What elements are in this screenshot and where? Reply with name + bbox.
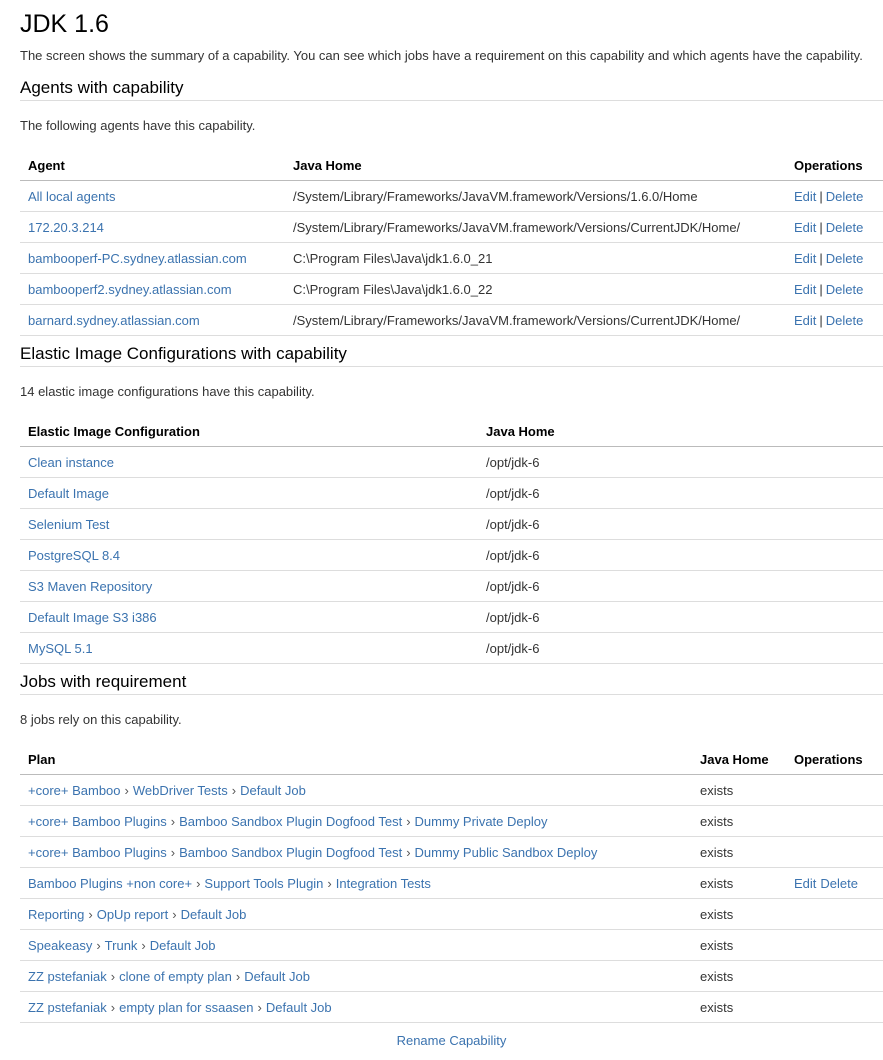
- agents-intro: The following agents have this capability.: [20, 118, 256, 133]
- elastic-row: [20, 447, 883, 478]
- plan-breadcrumb: [20, 961, 692, 992]
- job-link[interactable]: Default Job: [180, 906, 247, 922]
- operations-cell: [786, 961, 883, 992]
- job-link[interactable]: Default Job: [244, 968, 310, 984]
- elastic-name-cell: [20, 571, 478, 602]
- breadcrumb-separator: ›: [257, 999, 262, 1015]
- elastic-table: [20, 416, 883, 664]
- edit-link[interactable]: Edit: [794, 312, 817, 328]
- plan-breadcrumb: [20, 837, 692, 868]
- elastic-section-heading: Elastic Image Configurations with capability: [20, 344, 883, 367]
- plan-breadcrumb: [20, 868, 692, 899]
- elastic-config-link[interactable]: MySQL 5.1: [28, 640, 93, 656]
- project-link[interactable]: +core+ Bamboo Plugins: [28, 844, 167, 860]
- rename-capability-link[interactable]: Rename Capability: [396, 1033, 507, 1048]
- edit-link[interactable]: Edit: [794, 281, 817, 297]
- job-row: [20, 930, 883, 961]
- operations-cell: [786, 775, 883, 806]
- agent-link[interactable]: All local agents: [28, 188, 116, 204]
- edit-link[interactable]: Edit: [794, 875, 817, 891]
- elastic-row: [20, 633, 883, 664]
- java-home-value: /System/Library/Frameworks/JavaVM.framework/Versions/CurrentJDK/Home/: [285, 305, 786, 336]
- elastic-row: [20, 602, 883, 633]
- project-link[interactable]: +core+ Bamboo Plugins: [28, 813, 167, 829]
- java-home-value: /System/Library/Frameworks/JavaVM.framework/Versions/CurrentJDK/Home/: [285, 212, 786, 243]
- java-home-value: exists: [692, 806, 786, 837]
- plan-link[interactable]: OpUp report: [96, 906, 169, 922]
- project-link[interactable]: Reporting: [28, 906, 85, 922]
- agent-cell: [20, 305, 285, 336]
- elastic-config-link[interactable]: S3 Maven Repository: [28, 578, 153, 594]
- java-home-value: /opt/jdk-6: [478, 478, 883, 509]
- plan-breadcrumb: [20, 775, 692, 806]
- java-home-value: /opt/jdk-6: [478, 509, 883, 540]
- elastic-row: [20, 509, 883, 540]
- jobs-section-heading: Jobs with requirement: [20, 672, 883, 695]
- breadcrumb-separator: ›: [231, 782, 237, 798]
- job-row: [20, 837, 883, 868]
- job-link[interactable]: Integration Tests: [335, 875, 431, 891]
- job-row: [20, 961, 883, 992]
- breadcrumb-separator: ›: [170, 844, 176, 860]
- breadcrumb-separator: ›: [172, 906, 177, 922]
- operations-separator: |: [819, 188, 823, 204]
- breadcrumb-separator: ›: [110, 999, 116, 1015]
- project-link[interactable]: +core+ Bamboo: [28, 782, 121, 798]
- delete-link[interactable]: Delete: [825, 188, 864, 204]
- elastic-name-cell: [20, 602, 478, 633]
- java-home-value: C:\Program Files\Java\jdk1.6.0_21: [285, 243, 786, 274]
- project-link[interactable]: ZZ pstefaniak: [28, 968, 107, 984]
- page-title: JDK 1.6: [20, 10, 109, 38]
- job-link[interactable]: Dummy Public Sandbox Deploy: [414, 844, 598, 860]
- plan-link[interactable]: empty plan for ssaasen: [119, 999, 254, 1015]
- java-home-value: /System/Library/Frameworks/JavaVM.framework/Versions/1.6.0/Home: [285, 181, 786, 212]
- agent-cell: [20, 274, 285, 305]
- column-header-operations: Operations: [786, 744, 883, 775]
- edit-link[interactable]: Edit: [794, 188, 817, 204]
- jobs-header-row: [20, 744, 883, 775]
- job-row: [20, 775, 883, 806]
- java-home-value: exists: [692, 775, 786, 806]
- delete-link[interactable]: Delete: [825, 281, 864, 297]
- operations-cell: [786, 930, 883, 961]
- plan-link[interactable]: Bamboo Sandbox Plugin Dogfood Test: [179, 813, 403, 829]
- plan-link[interactable]: Support Tools Plugin: [204, 875, 324, 891]
- elastic-header-row: [20, 416, 883, 447]
- agent-cell: [20, 243, 285, 274]
- breadcrumb-separator: ›: [406, 813, 411, 829]
- rename-capability-container: [20, 1033, 883, 1048]
- elastic-config-link[interactable]: PostgreSQL 8.4: [28, 547, 121, 563]
- breadcrumb-separator: ›: [88, 906, 93, 922]
- elastic-config-link[interactable]: Selenium Test: [28, 516, 110, 532]
- breadcrumb-separator: ›: [124, 782, 129, 798]
- agents-section-heading: Agents with capability: [20, 78, 883, 101]
- elastic-config-link[interactable]: Default Image S3 i386: [28, 609, 157, 625]
- delete-link[interactable]: Delete: [825, 312, 864, 328]
- operations-separator: |: [819, 281, 823, 297]
- elastic-row: [20, 478, 883, 509]
- elastic-intro: 14 elastic image configurations have this capability.: [20, 384, 315, 399]
- elastic-name-cell: [20, 633, 478, 664]
- plan-breadcrumb: [20, 806, 692, 837]
- operations-cell: [786, 181, 883, 212]
- breadcrumb-separator: ›: [170, 813, 176, 829]
- operations-cell: [786, 806, 883, 837]
- column-header-plan: Plan: [20, 744, 692, 775]
- breadcrumb-separator: ›: [235, 968, 241, 984]
- agent-row: [20, 274, 883, 305]
- agent-row: [20, 181, 883, 212]
- java-home-value: /opt/jdk-6: [478, 633, 883, 664]
- jobs-table: [20, 744, 883, 1023]
- operations-separator: |: [819, 219, 823, 235]
- agent-row: [20, 212, 883, 243]
- java-home-value: exists: [692, 899, 786, 930]
- operations-cell: [786, 305, 883, 336]
- elastic-row: [20, 571, 883, 602]
- job-row: [20, 806, 883, 837]
- job-link[interactable]: Default Job: [149, 937, 216, 953]
- agent-link[interactable]: 172.20.3.214: [28, 219, 104, 235]
- plan-breadcrumb: [20, 992, 692, 1023]
- job-row: [20, 992, 883, 1023]
- agent-row: [20, 305, 883, 336]
- edit-link[interactable]: Edit: [794, 219, 817, 235]
- java-home-value: exists: [692, 837, 786, 868]
- operations-cell: [786, 243, 883, 274]
- java-home-value: /opt/jdk-6: [478, 540, 883, 571]
- agent-link[interactable]: bambooperf2.sydney.atlassian.com: [28, 281, 232, 297]
- java-home-value: /opt/jdk-6: [478, 602, 883, 633]
- java-home-value: exists: [692, 992, 786, 1023]
- edit-link[interactable]: Edit: [794, 250, 817, 266]
- job-link[interactable]: Default Job: [240, 782, 306, 798]
- column-header-java-home: Java Home: [692, 744, 786, 775]
- java-home-value: exists: [692, 868, 786, 899]
- breadcrumb-separator: ›: [96, 937, 101, 953]
- jobs-intro: 8 jobs rely on this capability.: [20, 712, 182, 727]
- breadcrumb-separator: ›: [141, 937, 146, 953]
- operations-cell: [786, 899, 883, 930]
- plan-link[interactable]: Bamboo Sandbox Plugin Dogfood Test: [179, 844, 403, 860]
- elastic-config-link[interactable]: Default Image: [28, 485, 109, 501]
- breadcrumb-separator: ›: [196, 875, 201, 891]
- operations-cell: [786, 992, 883, 1023]
- job-link[interactable]: Default Job: [265, 999, 332, 1015]
- operations-cell: [786, 837, 883, 868]
- job-row: [20, 899, 883, 930]
- job-row: [20, 868, 883, 899]
- elastic-row: [20, 540, 883, 571]
- column-header-operations: Operations: [786, 150, 883, 181]
- plan-link[interactable]: clone of empty plan: [119, 968, 232, 984]
- operations-cell: [786, 212, 883, 243]
- project-link[interactable]: ZZ pstefaniak: [28, 999, 107, 1015]
- delete-link[interactable]: Delete: [825, 250, 864, 266]
- java-home-value: /opt/jdk-6: [478, 447, 883, 478]
- operations-cell: [786, 274, 883, 305]
- java-home-value: /opt/jdk-6: [478, 571, 883, 602]
- elastic-name-cell: [20, 478, 478, 509]
- agents-table: [20, 150, 883, 336]
- elastic-config-link[interactable]: Clean instance: [28, 454, 114, 470]
- plan-breadcrumb: [20, 899, 692, 930]
- agents-header-row: [20, 150, 883, 181]
- breadcrumb-separator: ›: [406, 844, 411, 860]
- delete-link[interactable]: Delete: [825, 219, 864, 235]
- operations-separator: |: [819, 312, 823, 328]
- elastic-name-cell: [20, 540, 478, 571]
- agent-link[interactable]: bambooperf-PC.sydney.atlassian.com: [28, 250, 247, 266]
- java-home-value: C:\Program Files\Java\jdk1.6.0_22: [285, 274, 786, 305]
- java-home-value: exists: [692, 930, 786, 961]
- plan-link[interactable]: WebDriver Tests: [132, 782, 228, 798]
- breadcrumb-separator: ›: [327, 875, 332, 891]
- elastic-name-cell: [20, 509, 478, 540]
- plan-link[interactable]: Trunk: [104, 937, 138, 953]
- agent-cell: [20, 181, 285, 212]
- java-home-value: exists: [692, 961, 786, 992]
- operations-cell: [786, 868, 883, 899]
- operations-separator: |: [819, 250, 823, 266]
- delete-link[interactable]: Delete: [820, 875, 858, 891]
- elastic-name-cell: [20, 447, 478, 478]
- agent-cell: [20, 212, 285, 243]
- page-description: The screen shows the summary of a capability. You can see which jobs have a requirement on this capability and which agents have the capability.: [20, 48, 863, 63]
- column-header-elastic-image-configuration: Elastic Image Configuration: [20, 416, 478, 447]
- agent-link[interactable]: barnard.sydney.atlassian.com: [28, 312, 200, 328]
- project-link[interactable]: Bamboo Plugins +non core+: [28, 875, 193, 891]
- column-header-java-home: Java Home: [478, 416, 883, 447]
- project-link[interactable]: Speakeasy: [28, 937, 93, 953]
- column-header-agent: Agent: [20, 150, 285, 181]
- agent-row: [20, 243, 883, 274]
- job-link[interactable]: Dummy Private Deploy: [414, 813, 548, 829]
- breadcrumb-separator: ›: [110, 968, 116, 984]
- column-header-java-home: Java Home: [285, 150, 786, 181]
- plan-breadcrumb: [20, 930, 692, 961]
